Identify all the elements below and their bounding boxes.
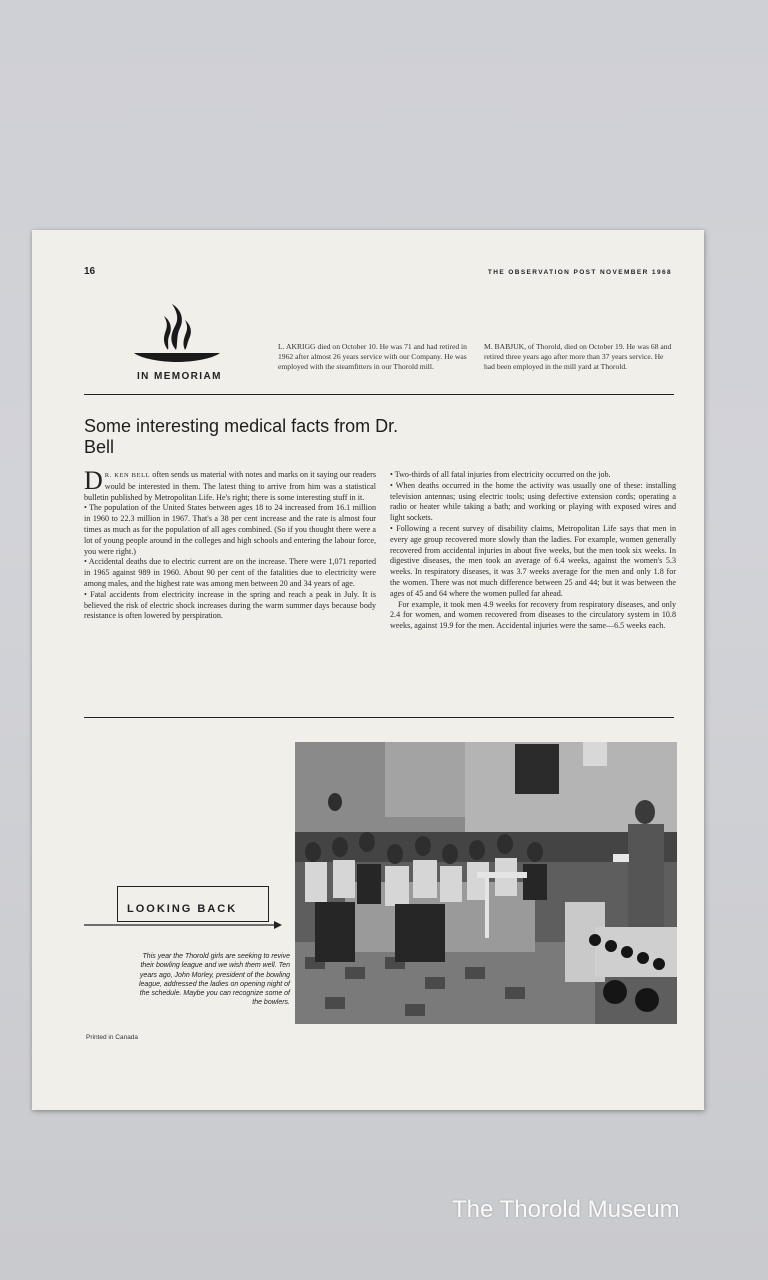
lead-smallcaps: R. KEN BELL xyxy=(104,472,151,479)
running-head: THE OBSERVATION POST NOVEMBER 1968 xyxy=(487,269,672,276)
paragraph: • The population of the United States between ages 18 to 24 increased from 16.1 million in 1960 to 22.3 million in 1967. That's a 38 per cent increase and the rate is almost four times as much as for the population of all ages combined. (So if you thought there were a lot of young people around in the colleges and high schools and entering the labour force, you were right.) xyxy=(84,503,376,556)
page-number: 16 xyxy=(84,266,96,277)
lead-paragraph xyxy=(84,466,376,503)
divider-rule xyxy=(84,394,674,395)
in-memoriam-label: IN MEMORIAM xyxy=(137,371,222,382)
arrow-right-icon xyxy=(84,920,282,930)
obituary-akrigg: L. AKRIGG died on October 10. He was 71 and had retired in 1962 after almost 26 years service with our Company. He was employed with the steamfitters in our Thorold mill. xyxy=(278,342,467,371)
paragraph: For example, it took men 4.9 weeks for recovery from respiratory diseases, and only 2.4 for women, and women recovered from diseases to the circulatory system in 10.8 weeks, against 19.9 for the men. Accidental injuries were the same—6.5 weeks each. xyxy=(390,599,676,631)
article-headline: Some interesting medical facts from Dr. Bell xyxy=(84,416,399,457)
article-column-left xyxy=(84,466,376,622)
drop-cap: D xyxy=(84,466,103,495)
article-column-right xyxy=(390,470,676,632)
obituary-babjuk: M. BABJUK, of Thorold, died on October 19. He was 68 and retired three years ago after more than 37 years service. He had been employed in the mill yard at Thorold. xyxy=(484,342,672,371)
divider-rule xyxy=(84,717,674,718)
flame-on-plate-icon xyxy=(132,302,222,364)
looking-back-label: LOOKING BACK xyxy=(127,903,238,915)
paragraph: • Fatal accidents from electricity increase in the spring and reach a peak in July. It is believed the risk of electric shock increases during the warm summer days because body resistance is often lowered by perspiration. xyxy=(84,589,376,621)
paragraph: • Following a recent survey of disability claims, Metropolitan Life says that men in every age group recovered more slowly than the ladies. For example, women generally recovered from accidental injuries in about five weeks, but the men took six weeks. In digestive diseases, the men took an average of 6.4 weeks, against the women's 5.3 weeks. In respiratory diseases, it was 3.7 weeks average for the men and only 1.8 for the women. There was not much difference between 25 and 44; but it was between the ages of 45 and 64 where the women pulled far ahead. xyxy=(390,523,676,598)
bowling-league-photo xyxy=(295,742,677,1024)
paragraph: • When deaths occurred in the home the activity was usually one of these: installing television antennas; using electric tools; using defective extension cords; operating a radio or heater while taking a bath; and working or playing with exposed wires and light sockets. xyxy=(390,480,676,523)
lead-text: often sends us material with notes and marks on it saying our readers would be interested in them. The latest thing to arrive from him was a statistical bulletin published by Metropolitan Life. He's right; there is some interesting stuff in it. xyxy=(84,470,376,502)
magazine-page xyxy=(32,230,704,1110)
printed-in-canada: Printed in Canada xyxy=(86,1034,139,1041)
paragraph: • Two-thirds of all fatal injuries from electricity occurred on the job. xyxy=(390,470,611,479)
museum-watermark: The Thorold Museum xyxy=(452,1196,680,1223)
photo-caption: This year the Thorold girls are seeking to revive their bowling league and we wish them well. Ten years ago, John Morley, president of the bowling league, addressed the ladies on opening night of the schedule. Maybe you can recognize some of the bowlers. xyxy=(138,953,290,1007)
paragraph: • Accidental deaths due to electric current are on the increase. There were 1,071 reported in 1965 against 989 in 1960. About 90 per cent of the fatalities due to electricity were among males, and the highest rate was among men between 20 and 34 years of age. xyxy=(84,557,376,588)
